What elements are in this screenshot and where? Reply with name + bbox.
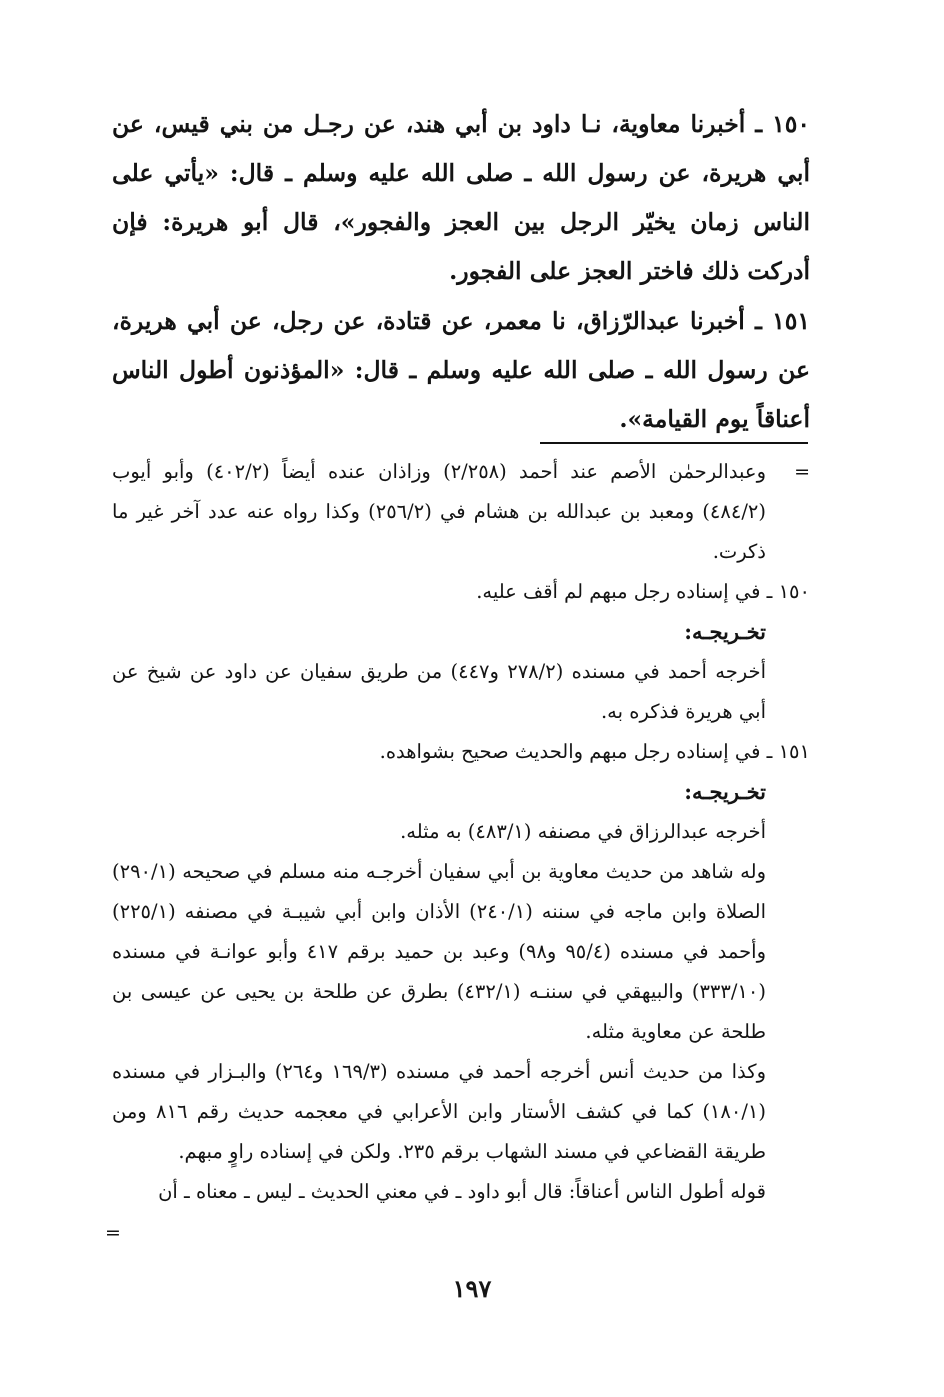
footnote-continuation: [112, 452, 810, 572]
takhrij-151-a: أخرجه عبدالرزاق في مصنفه (٤٨٣/١) به مثله.: [400, 820, 766, 843]
footnotes: [112, 452, 810, 1212]
hadith-text: أخبرنا معاوية، نـا داود بن أبي هند، عن رجـل من بني قيس، عن أبي هريرة، عن رسول الله ـ صلى الله عليه وسلم ـ قال: «يأتي على الناس زمان يخيّر الرجل بين العجز والفجور»، قال أبو هريرة: فإن أدركت ذلك فاختر العجز على الفجور.: [112, 110, 810, 285]
note-150: [112, 572, 810, 612]
note-label: ١٥٠ ـ: [766, 580, 810, 603]
note-text: في إسناده رجل مبهم لم أقف عليه.: [476, 580, 761, 603]
hadith-number: ١٥١ ـ: [755, 307, 810, 335]
note-label: ١٥١ ـ: [766, 740, 810, 763]
note-text: في إسناده رجل مبهم والحديث صحيح بشواهده.: [379, 740, 761, 763]
takhrij-151-b: وله شاهد من حديث معاوية بن أبي سفيان أخرجـه منه مسلم في صحيحه (٢٩٠/١) الصلاة وابن ماجه في سننه (٢٤٠/١) الأذان وابن أبي شيبـة في مصنفه (٢٢٥/١) وأحمد في مسنده (٩٥/٤ و٩٨) وعبد بن حميد برقم ٤١٧ وأبو عوانـة في مسنده (٣٣٣/١٠) والبيهقي في سننـه (٤٣٢/١) بطرق عن طلحة بن يحيى عن عيسى بن طلحة عن معاوية مثله.: [112, 860, 766, 1043]
hadith-150: [112, 100, 810, 296]
page-number: ١٩٧: [452, 1274, 492, 1303]
explanation: قوله أطول الناس أعناقاً: قال أبو داود ـ في معني الحديث ـ ليس ـ معناه ـ أن: [158, 1180, 766, 1203]
footnote-separator: [540, 442, 808, 444]
takhrij-heading: تخـريجـه:: [684, 779, 766, 804]
hadith-151: [112, 297, 810, 444]
note-151: [112, 732, 810, 772]
takhrij-151-c: وكذا من حديث أنس أخرجه أحمد في مسنده (١٦٩/٣ و٢٦٤) والبـزار في مسنده (١٨٠/١) كما في كشف الأستار وابن الأعرابي في معجمه حديث رقم ٨١٦ ومن طريقة القضاعي في مسند الشهاب برقم ٢٣٥. ولكن في إسناده راوٍ مبهم.: [112, 1060, 766, 1163]
hadith-text: أخبرنا عبدالرّزاق، نا معمر، عن قتادة، عن رجل، عن أبي هريرة، عن رسول الله ـ صلى الله عليه وسلم ـ قال: «المؤذنون أطول الناس أعناقاً يوم القيامة».: [112, 307, 810, 433]
takhrij-150: أخرجه أحمد في مسنده (٢٧٨/٢ و٤٤٧) من طريق سفيان عن داود عن شيخ عن أبي هريرة فذكره به.: [112, 660, 766, 723]
continuation-mark-bottom: =: [105, 1222, 121, 1244]
hadith-number: ١٥٠ ـ: [755, 110, 810, 138]
takhrij-heading: تخـريجـه:: [684, 619, 766, 644]
footnote-continuation-text: وعبدالرحمٰن الأصم عند أحمد (٢/٢٥٨) وزاذان عنده أيضاً (٤٠٢/٢) وأبو أيوب (٤٨٤/٢) ومعبد بن عبدالله بن هشام في (٢٥٦/٢) وكذا رواه عنه عدد آخر غير ما ذكرت.: [112, 460, 766, 563]
continuation-mark: =: [794, 461, 810, 483]
